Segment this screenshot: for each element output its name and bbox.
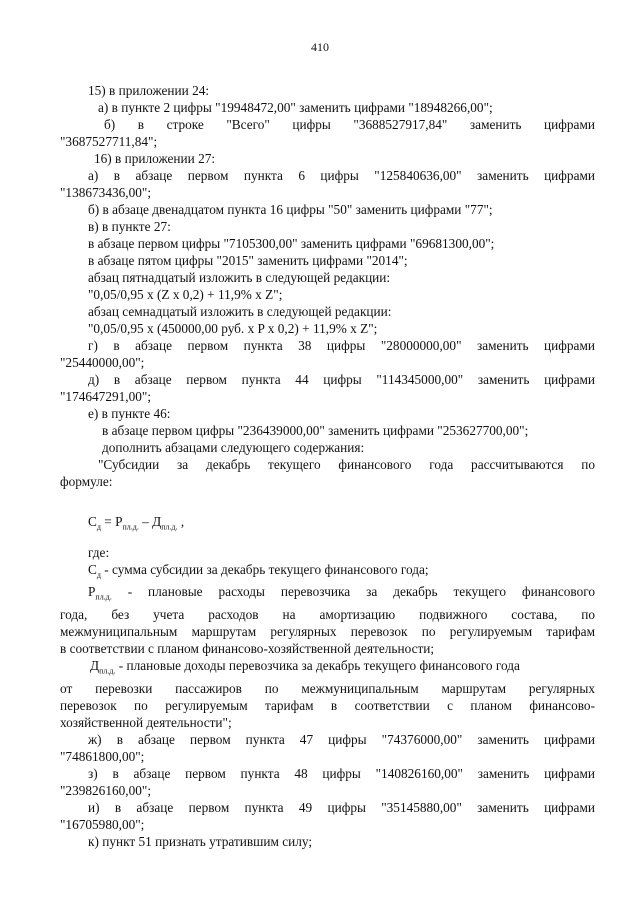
paragraph: а) в пункте 2 цифры "19948472,00" заменить цифрами "18948266,00"; <box>98 100 493 115</box>
paragraph: г) в абзаце первом пункта 38 цифры "28000000,00" заменить цифрами <box>88 338 595 353</box>
paragraph: "138673436,00"; <box>60 185 152 200</box>
formula-c: С <box>88 514 97 529</box>
paragraph: где: <box>88 544 110 560</box>
document-body <box>60 82 595 850</box>
paragraph: хозяйственной деятельности"; <box>60 714 232 730</box>
symbol-r-subscript: пл.д. <box>95 592 112 602</box>
paragraph: д) в абзаце первом пункта 44 цифры "114345000,00" заменить цифрами <box>88 372 595 387</box>
formula-tail: , <box>177 514 185 529</box>
paragraph-text: - плановые расходы перевозчика за декабрь текущего финансового <box>111 584 595 600</box>
paragraph: "174647291,00"; <box>60 389 152 404</box>
paragraph: "16705980,00"; <box>60 816 145 832</box>
paragraph: и) в абзаце первом пункта 49 цифры "35145880,00" заменить цифрами <box>88 799 595 815</box>
paragraph <box>60 583 595 606</box>
paragraph: 16) в приложении 27: <box>94 151 216 166</box>
paragraph <box>60 561 595 584</box>
paragraph: в) в пункте 27: <box>88 219 171 234</box>
formula-r-subscript: пл.д. <box>122 522 139 532</box>
paragraph: "0,05/0,95 x (450000,00 руб. x P x 0,2) + 11,9% x Z"; <box>88 321 378 336</box>
paragraph: е) в пункте 46: <box>88 406 171 421</box>
paragraph: абзац пятнадцатый изложить в следующей редакции: <box>88 270 391 285</box>
symbol-c: С <box>88 561 97 577</box>
paragraph: "239826160,00"; <box>60 782 152 798</box>
formula-d-subscript: пл.д. <box>161 522 178 532</box>
formula-minus: – <box>138 514 153 529</box>
paragraph: в абзаце первом цифры "236439000,00" заменить цифрами "253627700,00"; <box>102 423 529 438</box>
paragraph: "3687527711,84"; <box>60 134 158 149</box>
paragraph: в абзаце пятом цифры "2015" заменить цифрами "2014"; <box>88 253 408 268</box>
paragraph: абзац семнадцатый изложить в следующей редакции: <box>88 304 392 319</box>
subsidy-formula <box>60 513 595 536</box>
paragraph: перевозок по регулируемым тарифам в соответствии с планом финансово- <box>60 697 595 713</box>
paragraph: в соответствии с планом финансово-хозяйственной деятельности; <box>60 640 435 656</box>
symbol-r: Р <box>88 584 96 600</box>
paragraph: 15) в приложении 24: <box>88 83 210 98</box>
paragraph: в абзаце первом цифры "7105300,00" заменить цифрами "69681300,00"; <box>88 236 495 251</box>
formula-equals: = <box>100 514 116 529</box>
symbol-d-subscript: пл.д. <box>99 666 116 676</box>
symbol-c-subscript: д <box>96 570 101 580</box>
paragraph: "0,05/0,95 x (Z x 0,2) + 11,9% x Z"; <box>88 287 283 302</box>
paragraph: а) в абзаце первом пункта 6 цифры "125840636,00" заменить цифрами <box>88 168 595 183</box>
paragraph: "74861800,00"; <box>60 748 145 764</box>
paragraph: дополнить абзацами следующего содержания: <box>102 440 365 455</box>
symbol-d: Д <box>90 657 100 673</box>
paragraph: "Субсидии за декабрь текущего финансового года рассчитываются по <box>98 457 595 472</box>
paragraph: ж) в абзаце первом пункта 47 цифры "74376000,00" заменить цифрами <box>88 731 595 747</box>
paragraph: к) пункт 51 признать утратившим силу; <box>88 833 313 849</box>
paragraph: "25440000,00"; <box>60 355 145 370</box>
paragraph: межмуниципальным маршрутам регулярных перевозок по регулируемым тарифам <box>60 623 595 639</box>
paragraph: года, без учета расходов на амортизацию подвижного состава, по <box>60 606 595 622</box>
formula-r: Р <box>115 514 123 529</box>
paragraph: б) в абзаце двенадцатом пункта 16 цифры "50" заменить цифрами "77"; <box>88 202 493 217</box>
paragraph-text: - сумма субсидии за декабрь текущего финансового года; <box>100 561 429 577</box>
paragraph: от перевозки пассажиров по межмуниципальным маршрутам регулярных <box>60 680 595 696</box>
paragraph: б) в строке "Всего" цифры "3688527917,84" заменить цифрами <box>104 117 595 132</box>
formula-d: Д <box>152 514 162 529</box>
paragraph: з) в абзаце первом пункта 48 цифры "140826160,00" заменить цифрами <box>88 765 595 781</box>
paragraph-text: - плановые доходы перевозчика за декабрь текущего финансового года <box>115 657 520 673</box>
blank-line <box>60 490 595 507</box>
paragraph <box>60 657 595 680</box>
paragraph: формуле: <box>60 474 113 489</box>
page-number: 410 <box>311 40 329 54</box>
formula-c-subscript: д <box>96 522 101 532</box>
